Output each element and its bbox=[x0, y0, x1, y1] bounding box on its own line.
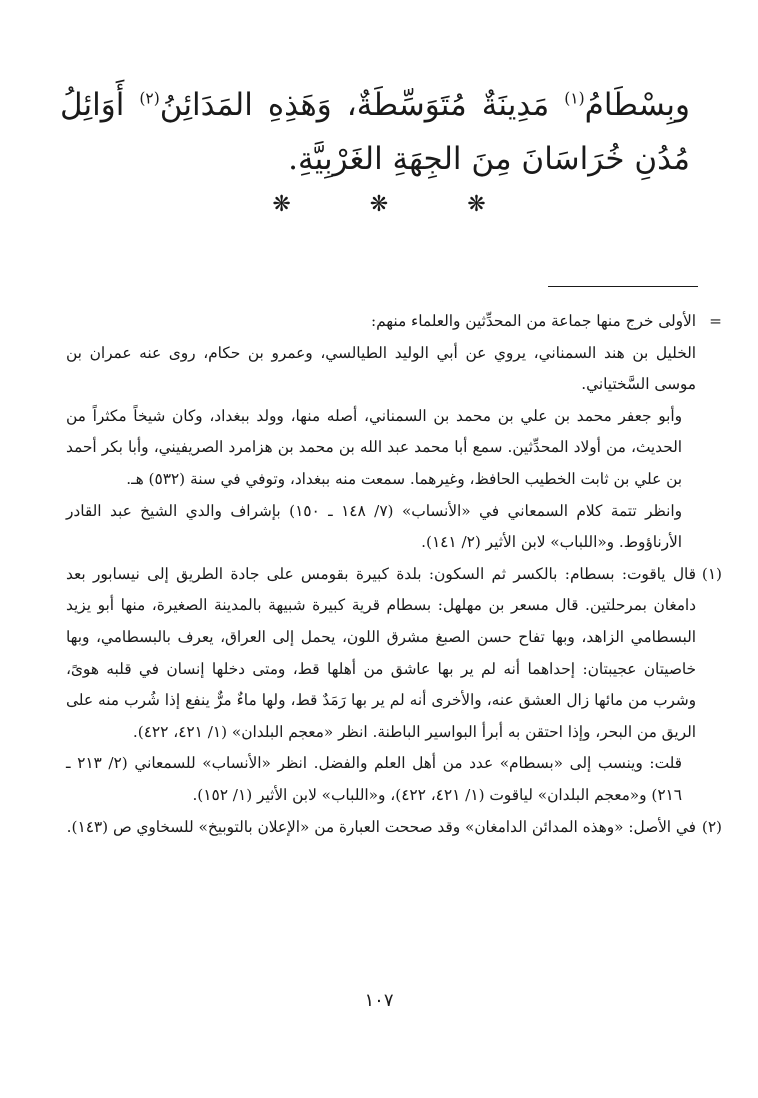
section-separator bbox=[0, 192, 758, 217]
footnotes bbox=[66, 306, 722, 843]
footnote-text: في الأصل: «وهذه المدائن الدامغان» وقد صححت العبارة من «الإعلان بالتوبيخ» للسخاوي ص (١٤٣). bbox=[66, 817, 696, 836]
main-text bbox=[60, 78, 690, 186]
main-text-start: وبِسْطَامُ bbox=[584, 87, 690, 123]
footnote-text: قال ياقوت: بسطام: بالكسر ثم السكون: بلدة كبيرة بقومس على جادة الطريق إلى نيسابور بعد دامغان بمرحلتين. قال مسعر بن مهلهل: بسطام قرية كبيرة شبيهة بالمدينة الصغيرة، منها أبو يزيد البسطامي الزاهد، وبها تفاح حسن الصبغ مشرق اللون، يحمل إلى العراق، يعرف بالبسطامي، وبها خاصيتان عجيبتان: إحداهما أنه لم ير بها عاشق من أهلها قط، ومتى دخلها إنسان في قلبه هوىً، وشرب من مائها زال العشق عنه، والأخرى أنه لم ير بها رَمَدٌ قط، ولها ماءٌ مرٌّ ينفع إذا شُرب منه على الريق من البحر، وإذا احتقن به أبرأ البواسير الباطنة. انظر «معجم البلدان» (١/ ٤٢١، ٤٢٢). bbox=[66, 564, 696, 741]
continuation-paragraph: الخليل بن هند السمناني، يروي عن أبي الوليد الطيالسي، وعمرو بن حكام، روى عنه عمران بن موسى السَّختياني. bbox=[66, 343, 696, 394]
footnote-number: (١) bbox=[701, 564, 722, 583]
footnote-divider bbox=[548, 286, 698, 287]
page-number: ١٠٧ bbox=[364, 990, 394, 1011]
footnote-ref-2[interactable]: (٢) bbox=[139, 89, 160, 108]
continuation-paragraph: وانظر تتمة كلام السمعاني في «الأنساب» (٧/ ١٤٨ ـ ١٥٠) بإشراف والدي الشيخ عبد القادر الأرناؤوط. و«اللباب» لابن الأثير (٢/ ١٤١). bbox=[66, 501, 682, 552]
main-text-end: أَوَائِلُ مُدُنِ خُرَاسَانَ مِنَ الجِهَةِ الغَرْبِيَّةِ. bbox=[60, 87, 690, 177]
continuation-mark: = bbox=[709, 312, 722, 330]
star-ornament-icon: ❋ bbox=[369, 192, 389, 217]
footnote-1 bbox=[66, 559, 722, 812]
continuation-paragraph: وأبو جعفر محمد بن علي بن محمد بن السمناني، أصله منها، وولد ببغداد، وكان شيخاً مكثراً من الحديث، من أولاد المحدِّثين. سمع أبا محمد عبد الله بن محمد بن هزامرد الصريفيني، وأبا بكر أحمد بن علي بن ثابت الخطيب الحافظ، وغيرهما. سمعت منه ببغداد، وتوفي في سنة (٥٣٢) هـ. bbox=[66, 406, 682, 488]
main-text-middle: مَدِينَةٌ مُتَوَسِّطَةٌ، وَهَذِهِ المَدَائِنُ bbox=[159, 87, 565, 123]
continuation-line: الأولى خرج منها جماعة من المحدِّثين والعلماء منهم: bbox=[370, 312, 696, 330]
footnote-continuation bbox=[66, 306, 722, 559]
footnote-ref-1[interactable]: (١) bbox=[564, 89, 585, 108]
star-ornament-icon: ❋ bbox=[467, 192, 486, 217]
star-ornament-icon: ❋ bbox=[272, 192, 291, 217]
footnote-addendum: قلت: وينسب إلى «بسطام» عدد من أهل العلم والفضل. انظر «الأنساب» للسمعاني (٢/ ٢١٣ ـ ٢١٦) و«معجم البلدان» لياقوت (١/ ٤٢١، ٤٢٢)، و«اللباب» لابن الأثير (١/ ١٥٢). bbox=[66, 754, 682, 804]
footnote-number: (٢) bbox=[701, 817, 722, 836]
footnote-2 bbox=[66, 812, 722, 844]
